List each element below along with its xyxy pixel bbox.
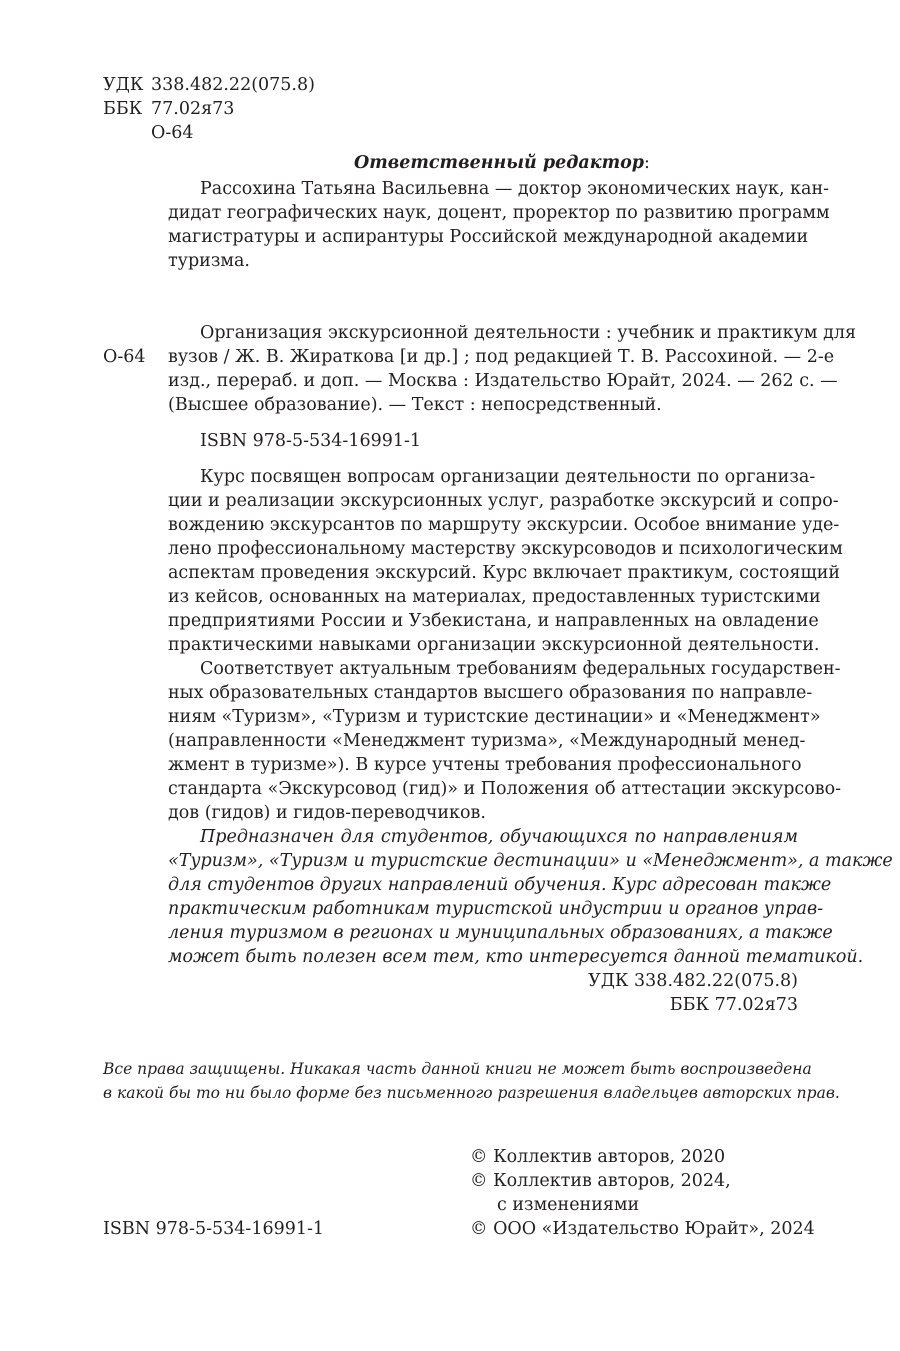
copyright-line-2: © Коллектив авторов, 2024, [470,1171,731,1191]
annotation-p2-line-4: (направленности «Менеджмент туризма», «Международный менед- [168,731,806,751]
editor-line-4: туризма. [168,251,250,271]
annotation-p2-line-6: стандарта «Экскурсовод (гид)» и Положения об аттестации экскурсово- [168,779,842,799]
editor-heading-colon: : [644,153,650,173]
bibliography-line-1: Организация экскурсионной деятельности : учебник и практикум для [200,323,857,343]
editor-heading-text: Ответственный редактор [354,153,644,173]
annotation-p1-line-8: практическими навыками организации экскурсионной деятельности. [168,635,820,655]
annotation-p3-line-1: Предназначен для студентов, обучающихся по направлениям [200,827,798,847]
header-bbk-value: 77.02я73 [151,99,235,119]
footer-isbn: ISBN 978-5-534-16991-1 [103,1219,325,1239]
classification-bbk: ББК 77.02я73 [669,995,798,1015]
annotation-p2-line-2: ных образовательных стандартов высшего образования по направле- [168,683,813,703]
annotation-p3-line-6: может быть полезен всем тем, кто интересуется данной тематикой. [168,947,864,967]
bibliography-line-2: вузов / Ж. В. Жираткова [и др.] ; под редакцией Т. В. Рассохиной. — 2-е [168,347,835,367]
annotation-p3-line-2: «Туризм», «Туризм и туристские дестинации» и «Менеджмент», а также [168,851,893,871]
annotation-p1-line-6: из кейсов, основанных на материалах, предоставленных туристскими [168,587,821,607]
annotation-p3-line-5: ления туризмом в регионах и муниципальных образованиях, а также [168,923,833,943]
header-bbk-label: ББК [103,99,143,119]
editor-line-1: Рассохина Татьяна Васильевна — доктор экономических наук, кан- [200,179,830,199]
annotation-p1-line-3: вождению экскурсантов по маршруту экскурсии. Особое внимание уде- [168,515,840,535]
rights-line-2: в какой бы то ни было форме без письменного разрешения владельцев авторских прав. [103,1084,840,1102]
editor-line-2: дидат географических наук, доцент, проректор по развитию программ [168,203,830,223]
annotation-p1-line-7: предприятиями России и Узбекистана, и направленных на овладение [168,611,819,631]
annotation-p3-line-3: для студентов других направлений обучения. Курс адресован также [168,875,832,895]
header-author-mark: О-64 [151,123,194,143]
header-udk-label: УДК [103,75,144,95]
header-udk-value: 338.482.22(075.8) [151,75,315,95]
annotation-p2-line-5: жмент в туризме»). В курсе учтены требования профессионального [168,755,802,775]
annotation-p2-line-1: Соответствует актуальным требованиям федеральных государствен- [200,659,841,679]
annotation-p1-line-2: ции и реализации экскурсионных услуг, разработке экскурсий и сопро- [168,491,839,511]
annotation-p1-line-4: лено профессиональному мастерству экскурсоводов и психологическим [168,539,843,559]
classification-udk: УДК 338.482.22(075.8) [588,971,798,991]
annotation-p2-line-7: дов (гидов) и гидов-переводчиков. [168,803,486,823]
annotation-p1-line-1: Курс посвящен вопросам организации деятельности по организа- [200,467,816,487]
editor-line-3: магистратуры и аспирантуры Российской международной академии [168,227,809,247]
editor-heading [354,151,650,175]
annotation-p2-line-3: ниям «Туризм», «Туризм и туристские дестинации» и «Менеджмент» [168,707,821,727]
rights-line-1: Все права защищены. Никакая часть данной книги не может быть воспроизведена [103,1060,812,1078]
copyright-line-3: с изменениями [497,1195,640,1215]
copyright-line-1: © Коллектив авторов, 2020 [470,1147,726,1167]
bibliography-line-3: изд., перераб. и доп. — Москва : Издательство Юрайт, 2024. — 262 с. — [168,371,838,391]
bibliography-line-4: (Высшее образование). — Текст : непосредственный. [168,395,662,415]
annotation-p3-line-4: практическим работникам туристской индустрии и органов управ- [168,899,824,919]
annotation-p1-line-5: аспектам проведения экскурсий. Курс включает практикум, состоящий [168,563,841,583]
bibliography-mark: О-64 [103,347,146,367]
bibliography-isbn: ISBN 978-5-534-16991-1 [200,431,422,451]
copyright-line-4: © ООО «Издательство Юрайт», 2024 [470,1219,815,1239]
